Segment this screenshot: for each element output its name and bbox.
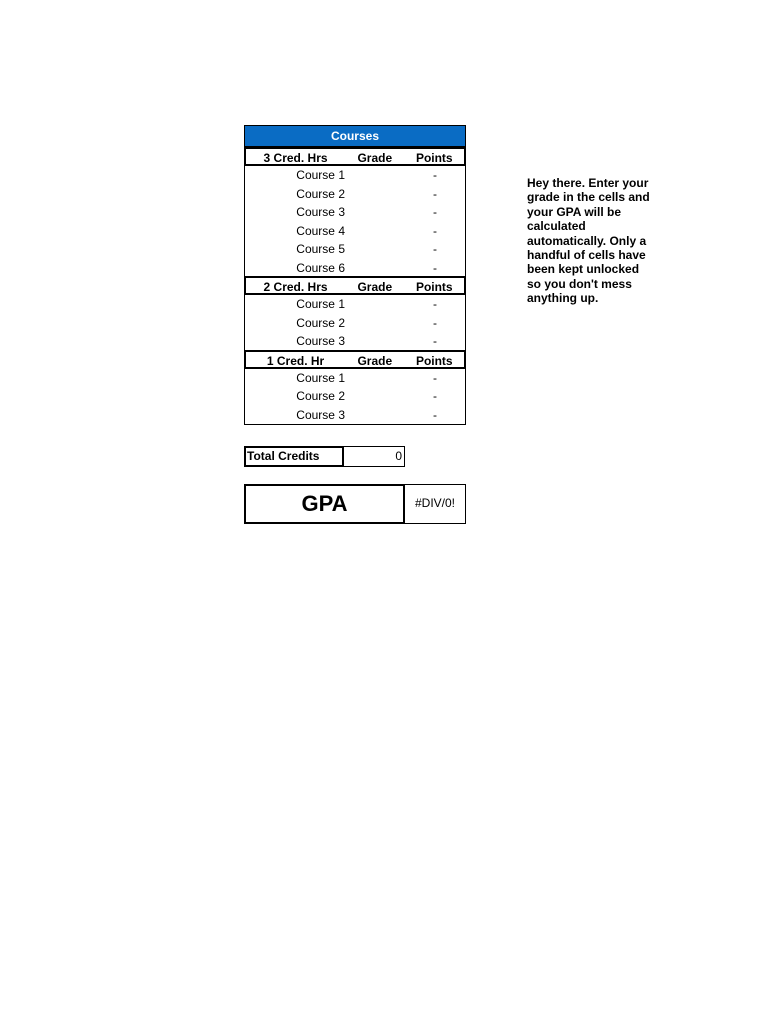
total-credits <box>244 446 405 467</box>
course-row <box>245 314 465 333</box>
total-credits-value: 0 <box>344 446 405 467</box>
total-credits-label: Total Credits <box>244 446 344 467</box>
grade-cell[interactable] <box>345 406 405 425</box>
course-row <box>245 295 465 314</box>
points-cell: - <box>433 389 437 403</box>
points-cell: - <box>433 370 437 385</box>
grade-cell[interactable] <box>345 369 405 388</box>
course-name: Course 2 <box>296 315 345 330</box>
course-name: Course 1 <box>296 370 345 385</box>
course-name: Course 6 <box>296 260 345 275</box>
grade-cell[interactable] <box>345 295 405 314</box>
grade-cell[interactable] <box>345 259 405 278</box>
grade-cell[interactable] <box>345 166 405 185</box>
points-header: Points <box>415 280 453 294</box>
course-name: Course 2 <box>296 389 345 403</box>
instructions-note: Hey there. Enter your grade in the cells and your GPA will be calculated automatically. Only a handful of cells have been kept unlocked so you don't mess anything up. <box>527 176 650 306</box>
section-header-2-credits <box>244 276 466 295</box>
grade-header: Grade <box>357 353 393 368</box>
course-row <box>245 259 465 278</box>
points-cell: - <box>433 407 437 422</box>
points-cell: - <box>433 186 437 201</box>
gpa-value: #DIV/0! <box>405 484 466 524</box>
course-name: Course 3 <box>296 334 345 348</box>
gpa-sheet <box>244 125 466 425</box>
points-cell: - <box>433 334 437 348</box>
course-row <box>245 203 465 222</box>
courses-title: Courses <box>245 126 465 148</box>
course-row <box>245 369 465 388</box>
points-cell: - <box>433 205 437 219</box>
course-row <box>245 406 465 425</box>
points-header: Points <box>415 151 453 165</box>
credits-header: 1 Cred. Hr <box>266 353 325 368</box>
section-header-1-credit <box>244 350 466 369</box>
course-name: Course 1 <box>296 297 345 311</box>
section-header-3-credits <box>244 147 466 166</box>
courses-table <box>244 125 466 425</box>
grade-cell[interactable] <box>345 387 405 406</box>
points-cell: - <box>433 260 437 275</box>
grade-cell[interactable] <box>345 332 405 351</box>
course-name: Course 4 <box>296 223 345 238</box>
points-cell: - <box>433 242 437 256</box>
points-cell: - <box>433 168 437 182</box>
course-row <box>245 185 465 204</box>
grade-cell[interactable] <box>345 203 405 222</box>
grade-cell[interactable] <box>345 222 405 241</box>
course-row <box>245 222 465 241</box>
credits-header: 2 Cred. Hrs <box>263 280 328 294</box>
course-row <box>245 166 465 185</box>
grade-header: Grade <box>357 151 393 165</box>
course-row <box>245 240 465 259</box>
course-name: Course 2 <box>296 186 345 201</box>
points-cell: - <box>433 297 437 311</box>
grade-cell[interactable] <box>345 314 405 333</box>
course-name: Course 3 <box>296 407 345 422</box>
points-header: Points <box>415 353 453 368</box>
course-row <box>245 332 465 351</box>
grade-cell[interactable] <box>345 240 405 259</box>
gpa-block <box>244 484 466 524</box>
course-name: Course 5 <box>296 242 345 256</box>
course-name: Course 1 <box>296 168 345 182</box>
course-row <box>245 387 465 406</box>
grade-cell[interactable] <box>345 185 405 204</box>
points-cell: - <box>433 223 437 238</box>
course-name: Course 3 <box>296 205 345 219</box>
gpa-label: GPA <box>244 484 405 524</box>
grade-header: Grade <box>357 280 393 294</box>
points-cell: - <box>433 315 437 330</box>
credits-header: 3 Cred. Hrs <box>263 151 328 165</box>
